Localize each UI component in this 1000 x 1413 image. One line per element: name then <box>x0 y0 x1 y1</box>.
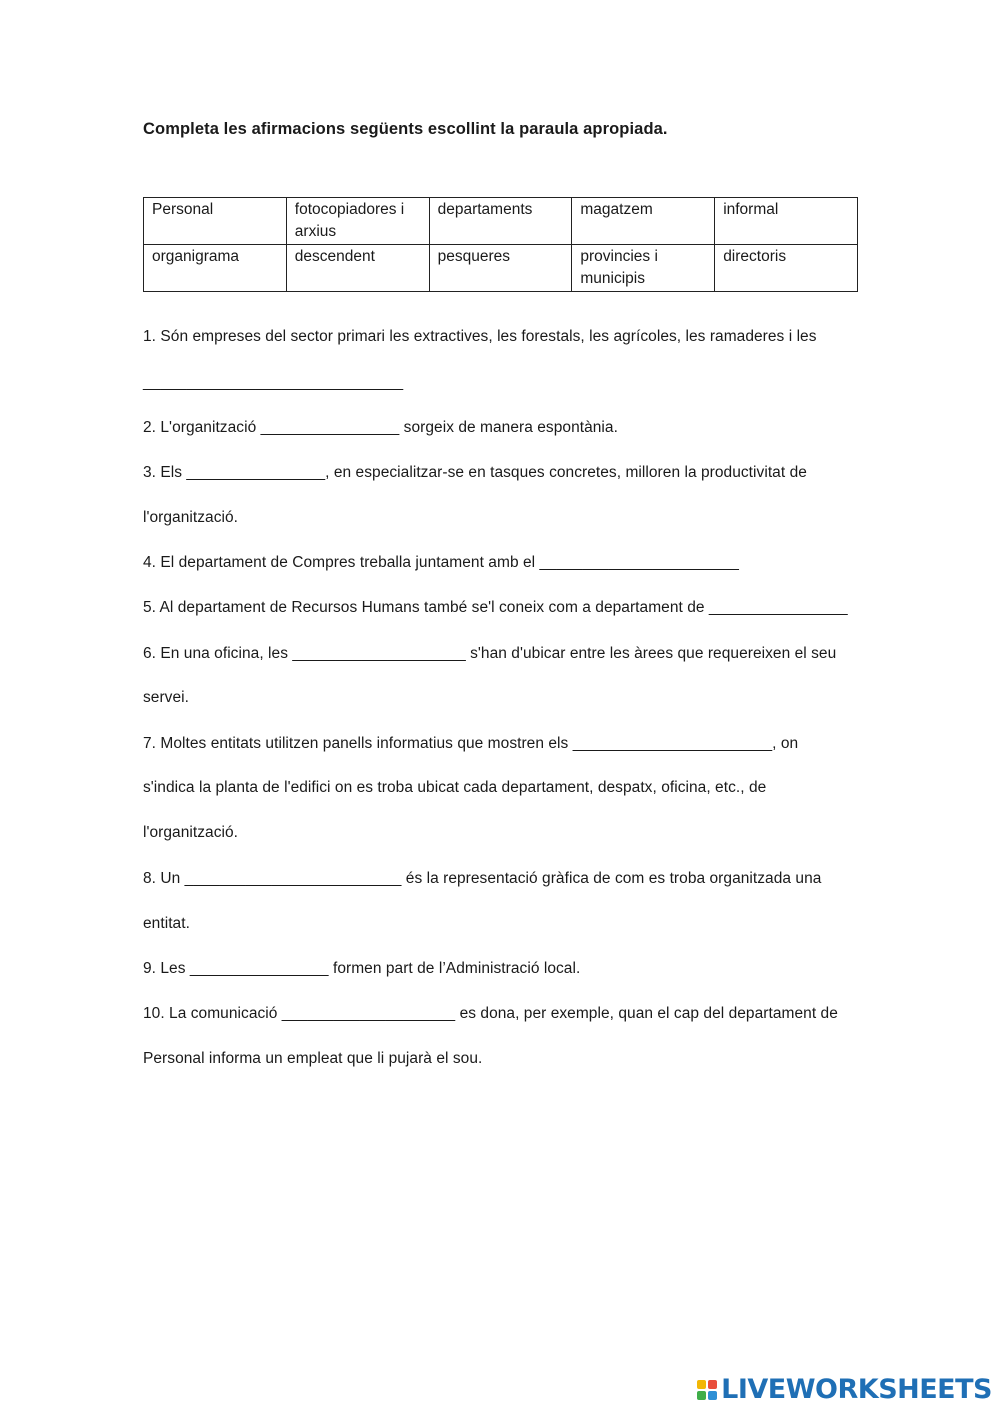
word-bank-cell: pesqueres <box>429 245 572 292</box>
question-8-text: 8. Un _________________________ és la representació gràfica de com es troba organitzada una <box>143 870 822 887</box>
question-6-text: 6. En una oficina, les ____________________ s'han d'ubicar entre les àrees que requereixen el seu <box>143 645 837 662</box>
word-bank-cell: directoris <box>715 245 858 292</box>
question-7-continuation: s'indica la planta de l'edifici on es troba ubicat cada departament, despatx, oficina, etc., de <box>143 779 767 796</box>
question-10-continuation: Personal informa un empleat que li pujarà el sou. <box>143 1050 483 1067</box>
question-10-text: 10. La comunicació ____________________ es dona, per exemple, quan el cap del departament de <box>143 1005 838 1022</box>
word-bank-cell: descendent <box>286 245 429 292</box>
word-bank-cell: fotocopiadores i arxius <box>286 198 429 245</box>
word-bank-cell: informal <box>715 198 858 245</box>
logo-square <box>697 1391 706 1400</box>
word-bank-row <box>144 245 858 292</box>
question-8-continuation: entitat. <box>143 915 190 932</box>
word-bank-cell: organigrama <box>144 245 287 292</box>
question-7-text: 7. Moltes entitats utilitzen panells informatius que mostren els _______________________, on <box>143 735 799 752</box>
word-bank-cell: magatzem <box>572 198 715 245</box>
question-1-blank[interactable]: ______________________________ <box>143 374 404 391</box>
liveworksheets-logo <box>697 1374 992 1405</box>
question-7-continuation: l'organització. <box>143 824 239 841</box>
word-bank-table <box>143 197 858 292</box>
word-bank-row <box>144 198 858 245</box>
word-bank-cell: provincies i municipis <box>572 245 715 292</box>
question-9-text: 9. Les ________________ formen part de l’Administració local. <box>143 960 581 977</box>
question-5-text: 5. Al departament de Recursos Humans també se'l coneix com a departament de ________________ <box>143 599 848 616</box>
question-3-continuation: l'organització. <box>143 509 239 526</box>
question-4-text: 4. El departament de Compres treballa juntament amb el _______________________ <box>143 554 739 571</box>
question-3-text: 3. Els ________________, en especialitzar-se en tasques concretes, milloren la productivitat de <box>143 464 807 481</box>
word-bank-cell: departaments <box>429 198 572 245</box>
logo-square <box>697 1380 706 1389</box>
question-1-text: 1. Són empreses del sector primari les extractives, les forestals, les agrícoles, les ramaderes i les <box>143 328 817 345</box>
worksheet-title: Completa les afirmacions següents escollint la paraula apropiada. <box>143 120 668 138</box>
logo-icon <box>697 1380 717 1400</box>
logo-square <box>708 1391 717 1400</box>
question-2-text: 2. L'organització ________________ sorgeix de manera espontània. <box>143 419 618 436</box>
word-bank-cell: Personal <box>144 198 287 245</box>
logo-square <box>708 1380 717 1389</box>
logo-text: LIVEWORKSHEETS <box>721 1374 992 1405</box>
question-6-continuation: servei. <box>143 689 190 706</box>
